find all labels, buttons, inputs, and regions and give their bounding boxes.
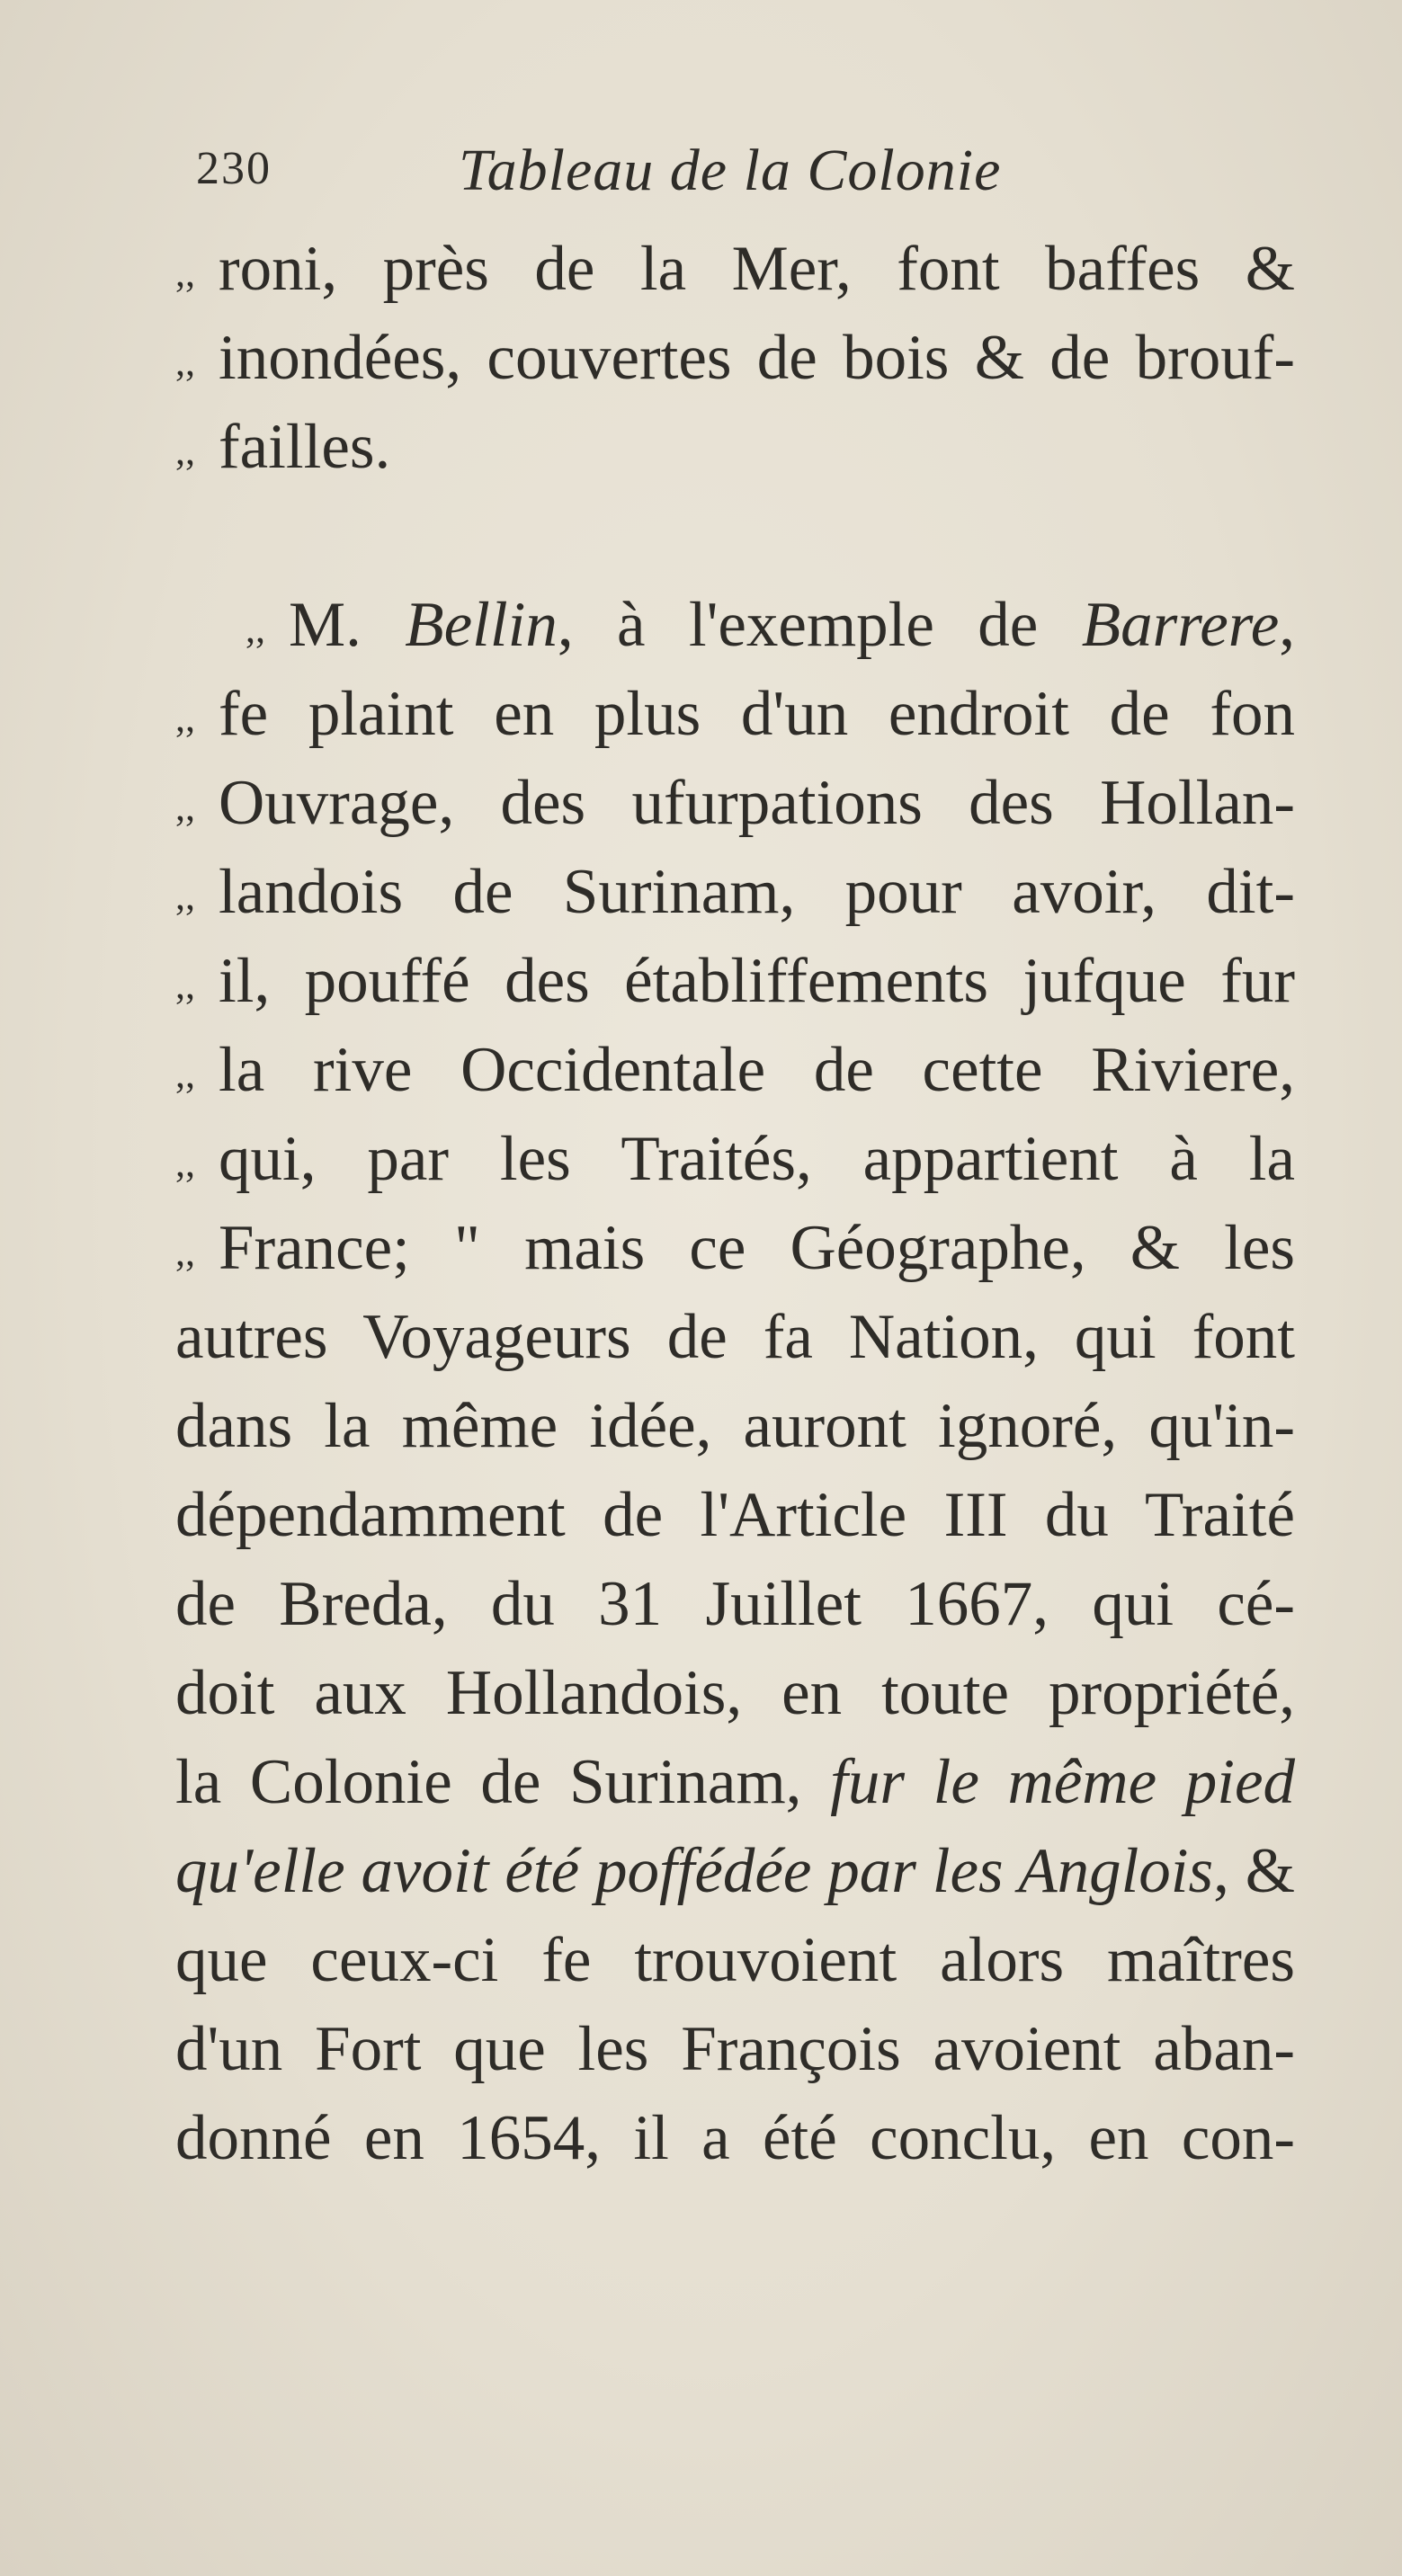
quote-mark: ,, <box>175 785 195 829</box>
text-line: ,, fe plaint en plus d'un endroit de fon <box>175 670 1295 759</box>
text-line: ,, il, pouffé des établiffements jufque fur <box>175 937 1295 1026</box>
text-line: ,, France; " mais ce Géographe, & les <box>175 1204 1295 1293</box>
paragraph-gap <box>175 492 1295 581</box>
text-line: de Breda, du 31 Juillet 1667, qui cé- <box>175 1569 1295 1639</box>
quote-mark: ,, <box>175 874 195 918</box>
quote-mark: ,, <box>175 1230 195 1274</box>
quote-mark: ,, <box>175 1141 195 1185</box>
text-line: qu'elle avoit été poffédée par les Anglois, & <box>175 1836 1296 1906</box>
page-number: 230 <box>196 143 272 194</box>
text-line: doit aux Hollandois, en toute propriété, <box>175 1658 1295 1728</box>
quote-mark: ,, <box>175 251 195 295</box>
text-line: ,, inondées, couvertes de bois & de brouf- <box>175 314 1295 403</box>
quote-mark: ,, <box>175 1052 195 1096</box>
text-line: d'un Fort que les François avoient aban- <box>175 2014 1295 2084</box>
text-line: ,, landois de Surinam, pour avoir, dit- <box>175 848 1295 937</box>
quote-mark: ,, <box>175 696 195 740</box>
quote-mark: ,, <box>175 429 195 473</box>
text-line: ,, roni, près de la Mer, font baffes & <box>175 225 1295 314</box>
text-line: ,, la rive Occidentale de cette Riviere, <box>175 1026 1295 1115</box>
body-text <box>175 225 1295 2183</box>
text-line: dépendamment de l'Article III du Traité <box>175 1480 1295 1550</box>
text-line: que ceux-ci fe trouvoient alors maîtres <box>175 1925 1295 1995</box>
text-line: ,, M. Bellin, à l'exemple de Barrere, <box>175 581 1295 670</box>
text-line: dans la même idée, auront ignoré, qu'in- <box>175 1391 1295 1461</box>
quote-mark: ,, <box>175 963 195 1007</box>
text-line: donné en 1654, il a été conclu, en con- <box>175 2103 1295 2173</box>
quote-mark: ,, <box>175 340 195 384</box>
text-line: la Colonie de Surinam, fur le même pied <box>175 1747 1295 1817</box>
text-line: ,, failles. <box>175 403 1295 492</box>
text-line: ,, qui, par les Traités, appartient à la <box>175 1115 1295 1204</box>
text-line: ,, Ouvrage, des ufurpations des Hollan- <box>175 759 1295 848</box>
text-line: autres Voyageurs de fa Nation, qui font <box>175 1302 1295 1372</box>
running-title: Tableau de la Colonie <box>459 138 1002 203</box>
quote-mark: ,, <box>246 607 265 651</box>
